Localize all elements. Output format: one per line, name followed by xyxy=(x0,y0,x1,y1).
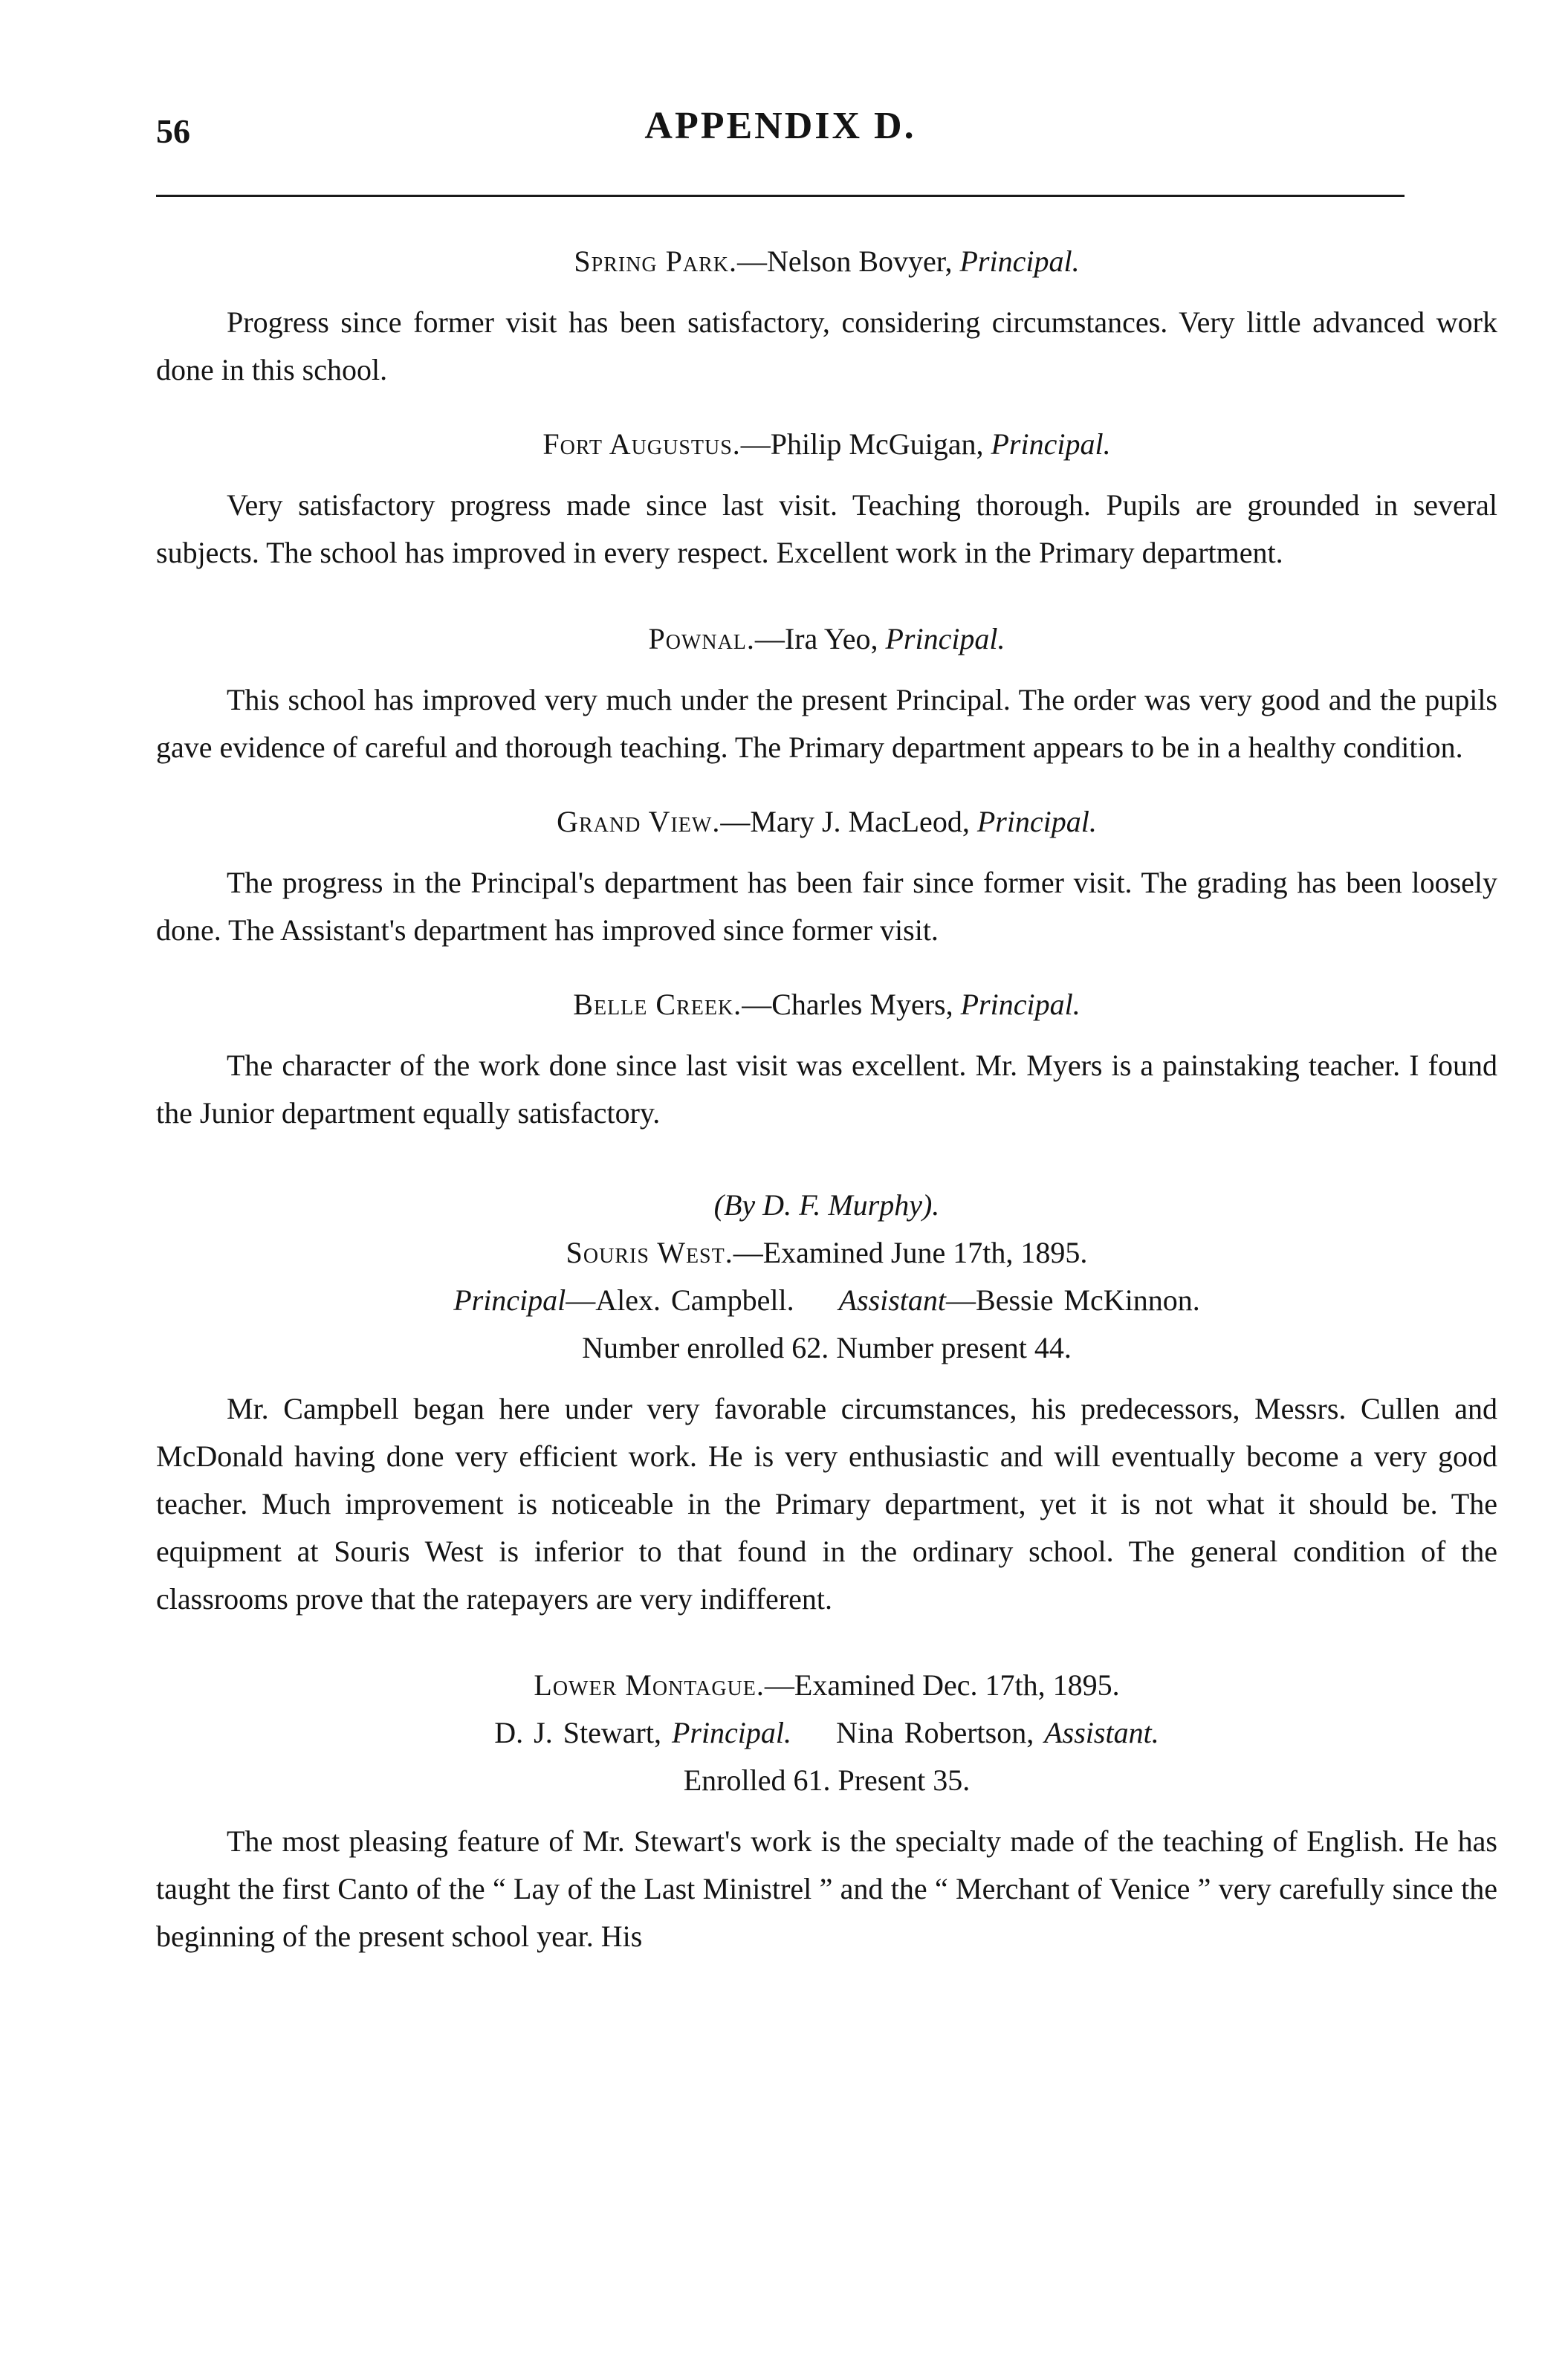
section-heading-grand-view xyxy=(156,798,1497,846)
teacher-role: Principal. xyxy=(959,244,1080,278)
running-head: APPENDIX D. xyxy=(644,105,916,147)
teacher-name: Philip McGuigan, xyxy=(770,427,984,461)
section-heading-pownal xyxy=(156,615,1497,663)
principal-role: Principal. xyxy=(671,1716,792,1749)
principal-name: D. J. Stewart, xyxy=(494,1716,661,1749)
principal-role: Principal xyxy=(453,1283,566,1317)
teacher-name: Nelson Bovyer, xyxy=(767,244,953,278)
teacher-name: Mary J. MacLeod, xyxy=(750,805,970,838)
teacher-name: Charles Myers, xyxy=(771,988,953,1021)
staff-line-lower-montague xyxy=(156,1709,1497,1757)
report-paragraph-belle-creek: The character of the work done since last visit was excellent. Mr. Myers is a painstaking teacher. I found the Junior department equally satisfactory. xyxy=(156,1049,1497,1130)
enrollment-line-souris-west: Number enrolled 62. Number present 44. xyxy=(582,1331,1072,1364)
heading-dash: — xyxy=(737,244,768,278)
teacher-name: Ira Yeo, xyxy=(784,622,878,655)
document-body xyxy=(156,238,1497,1960)
school-name: Fort Augustus. xyxy=(542,427,741,461)
heading-dash: — xyxy=(740,427,771,461)
teacher-role: Principal. xyxy=(960,988,1081,1021)
exam-date: —Examined June 17th, 1895. xyxy=(733,1236,1088,1269)
report-paragraph-pownal: This school has improved very much under the present Principal. The order was very good and the pupils gave evidence of careful and thorough teaching. The Primary department appears to be in a healthy condition. xyxy=(156,683,1497,764)
heading-dash: — xyxy=(720,805,751,838)
section-heading-spring-park xyxy=(156,238,1497,285)
page-number: 56 xyxy=(156,112,190,150)
heading-dash: — xyxy=(754,622,785,655)
principal-name: —Alex. Campbell. xyxy=(566,1283,794,1317)
heading-dash: — xyxy=(742,988,772,1021)
section-heading-souris-west xyxy=(156,1229,1497,1277)
section-heading-lower-montague xyxy=(156,1662,1497,1709)
teacher-role: Principal. xyxy=(885,622,1005,655)
teacher-role: Principal. xyxy=(976,805,1097,838)
report-paragraph-grand-view: The progress in the Principal's department has been fair since former visit. The grading has been loosely done. The Assistant's department has improved since former visit. xyxy=(156,866,1497,947)
report-paragraph-fort-augustus: Very satisfactory progress made since last visit. Teaching thorough. Pupils are grounded in several subjects. The school has improved in every respect. Excellent work in the Primary department. xyxy=(156,488,1497,569)
assistant-name: Nina Robertson, xyxy=(836,1716,1034,1749)
school-name: Pownal. xyxy=(648,622,755,655)
school-name: Grand View. xyxy=(557,805,721,838)
school-name: Lower Montague. xyxy=(534,1668,765,1702)
school-name: Belle Creek. xyxy=(573,988,742,1021)
page-header xyxy=(156,104,1405,163)
assistant-role: Assistant xyxy=(838,1283,947,1317)
section-heading-belle-creek xyxy=(156,981,1497,1029)
assistant-role: Assistant. xyxy=(1044,1716,1159,1749)
school-name: Spring Park. xyxy=(574,244,738,278)
report-paragraph-spring-park: Progress since former visit has been satisfactory, considering circumstances. Very little advanced work done in this school. xyxy=(156,305,1497,386)
enrollment-line-lower-montague: Enrolled 61. Present 35. xyxy=(683,1763,971,1797)
section-heading-fort-augustus xyxy=(156,421,1497,468)
report-paragraph-souris-west: Mr. Campbell began here under very favorable circumstances, his predecessors, Messrs. Cullen and McDonald having done very efficient work. He is very enthusiastic and will eventually become a very good teacher. Much improvement is noticeable in the Primary department, yet it is not what it should be. The equipment at Souris West is inferior to that found in the ordinary school. The general condition of the classrooms prove that the ratepayers are very indifferent. xyxy=(156,1392,1497,1616)
teacher-role: Principal. xyxy=(991,427,1111,461)
inspector-byline: (By D. F. Murphy). xyxy=(713,1188,940,1222)
school-name: Souris West. xyxy=(566,1236,733,1269)
report-paragraph-lower-montague: The most pleasing feature of Mr. Stewart's work is the specialty made of the teaching of English. He has taught the first Canto of the “ Lay of the Last Ministrel ” and the “ Merchant of Venice ” very carefully since the beginning of the present school year. His xyxy=(156,1824,1497,1953)
exam-date: —Examined Dec. 17th, 1895. xyxy=(764,1668,1120,1702)
assistant-name: —Bessie McKinnon. xyxy=(946,1283,1200,1317)
header-rule xyxy=(156,195,1405,197)
staff-line-souris-west xyxy=(156,1277,1497,1324)
